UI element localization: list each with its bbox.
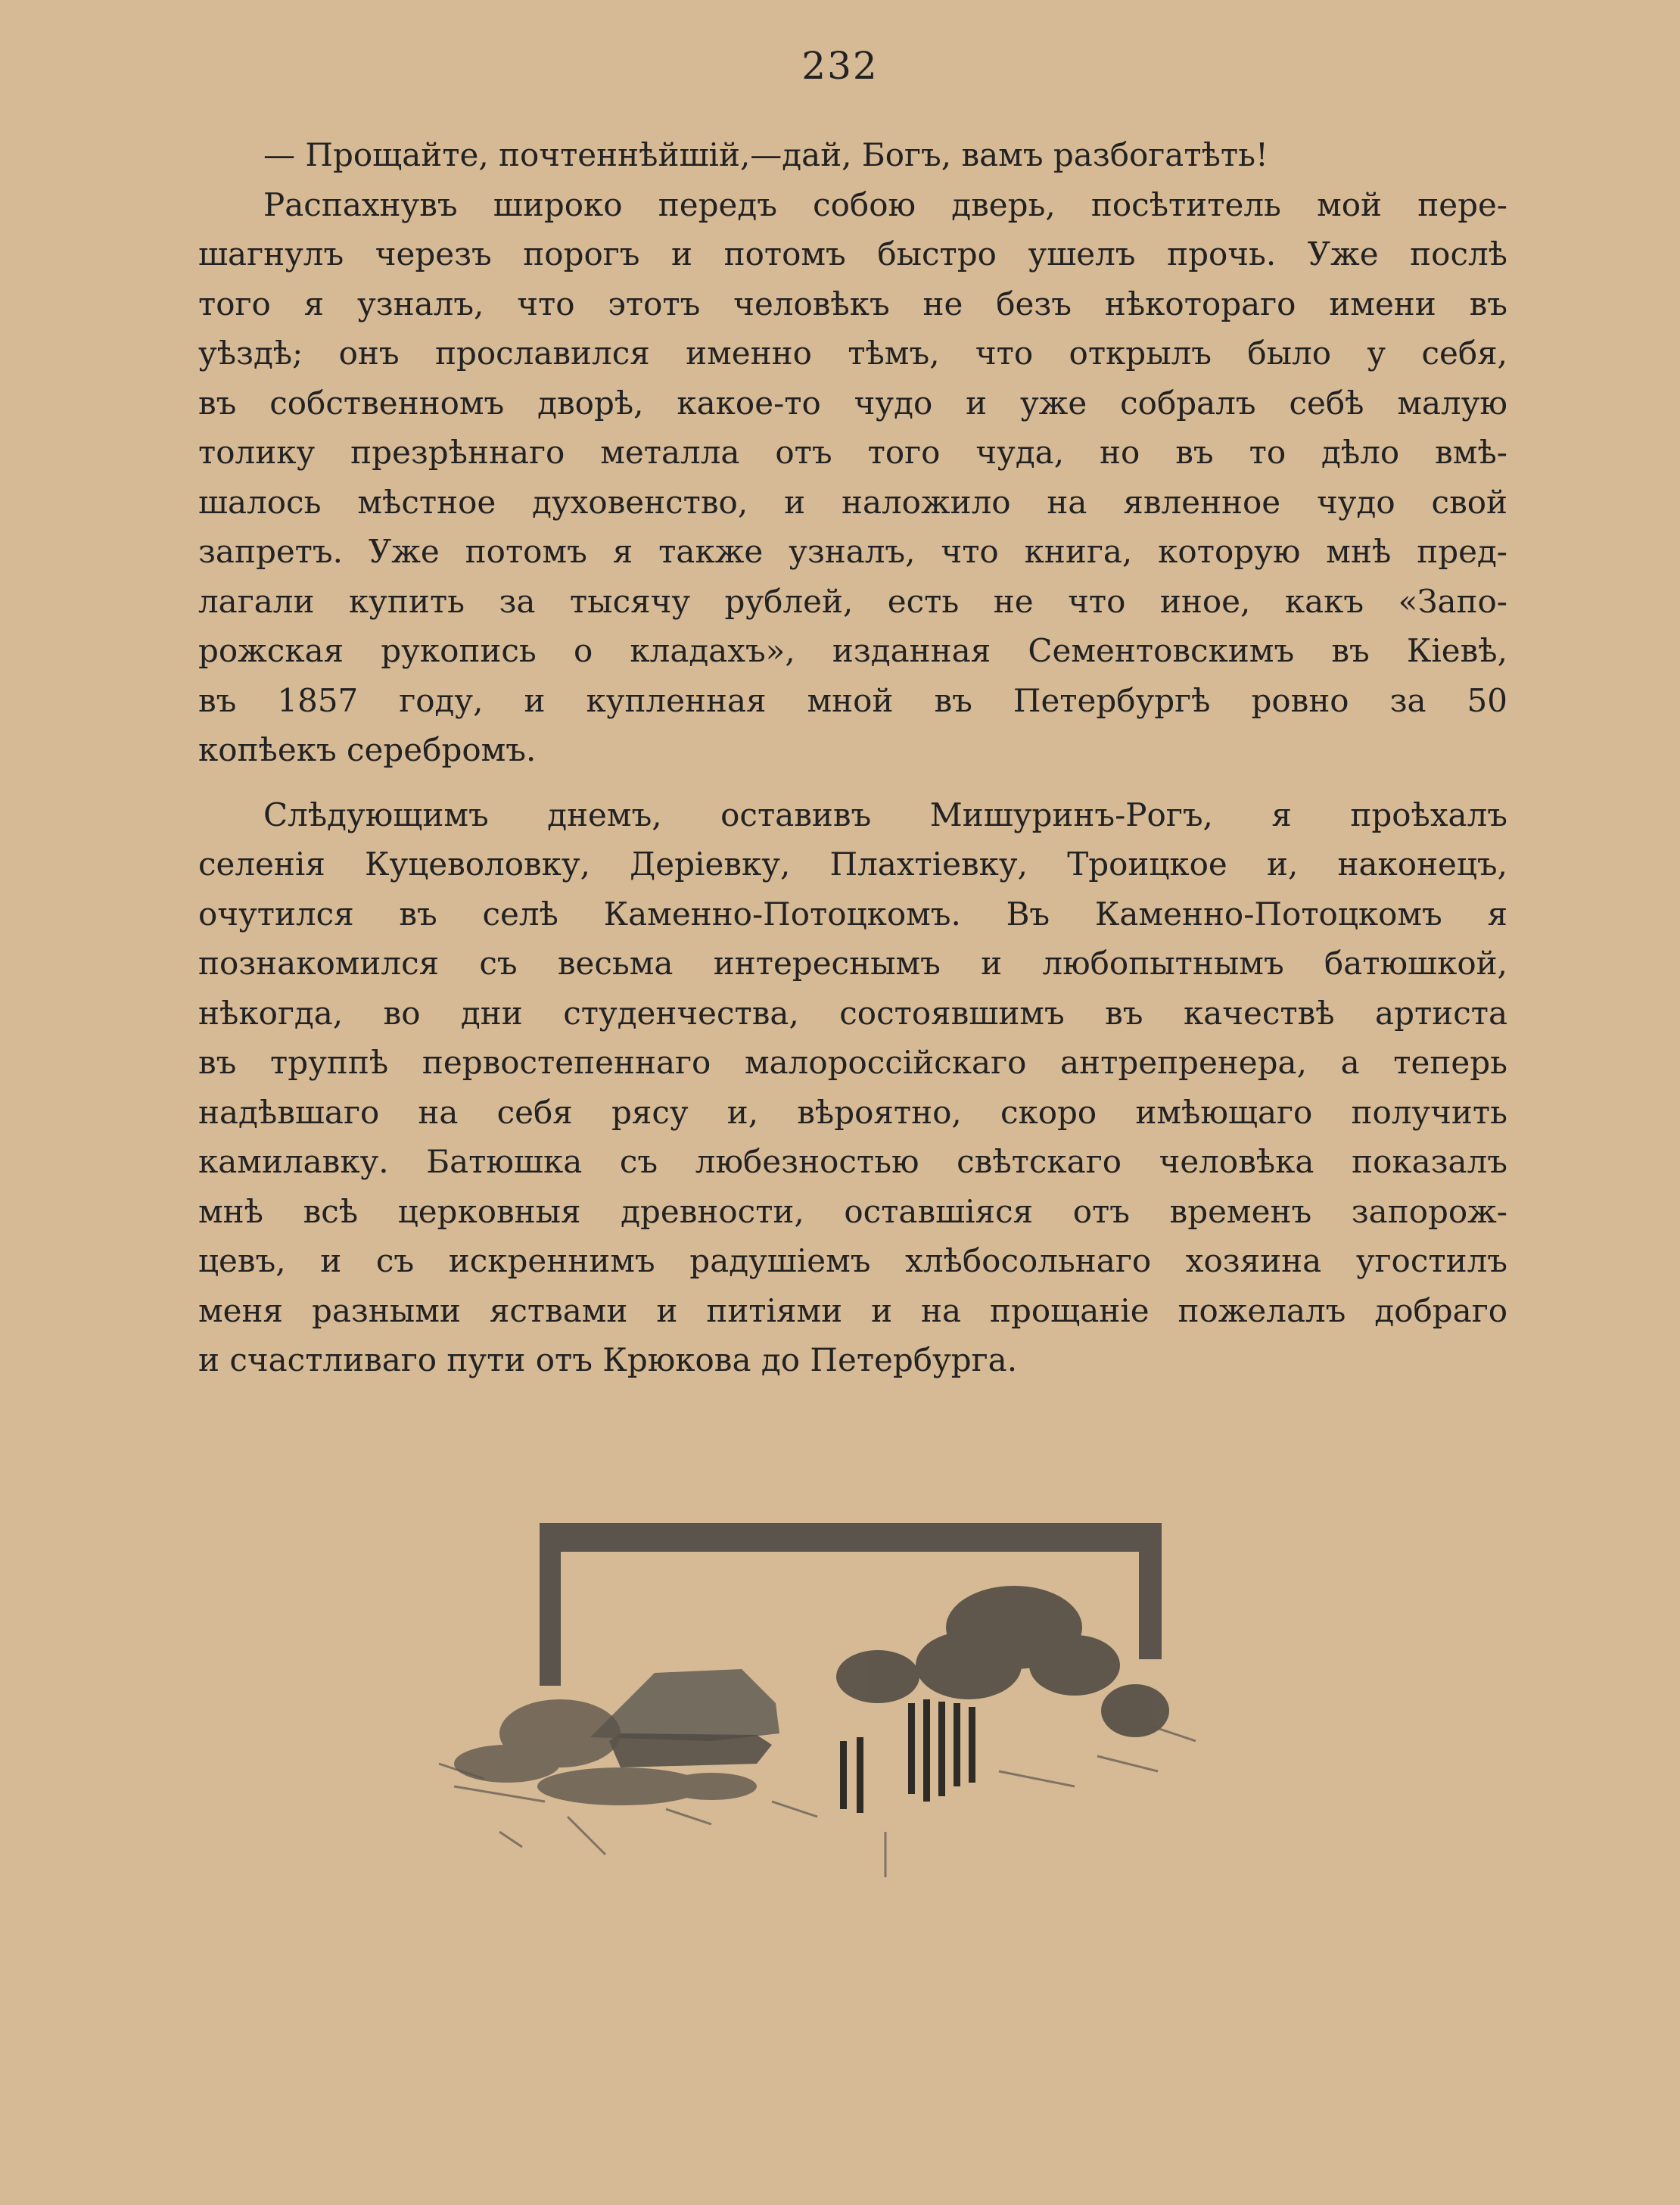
text-line: надѣвшаго на себя рясу и, вѣроятно, скоро имѣющаго получить [198, 1093, 1507, 1131]
text-line: и счастливаго пути отъ Крюкова до Петербурга. [198, 1341, 1018, 1378]
text-line: очутился въ селѣ Каменно-Потоцкомъ. Въ Каменно-Потоцкомъ я [198, 895, 1507, 933]
text-line: — Прощайте, почтеннѣйшій,—дай, Богъ, вамъ разбогатѣть! [263, 136, 1268, 173]
text-line: запретъ. Уже потомъ я также узналъ, что книга, которую мнѣ пред- [198, 533, 1507, 570]
body-text [198, 130, 1507, 1385]
text-line: камилавку. Батюшка съ любезностью свѣтскаго человѣка показалъ [198, 1143, 1507, 1180]
page-number: 232 [801, 44, 879, 88]
text-line: шалось мѣстное духовенство, и наложило на явленное чудо свой [198, 483, 1507, 521]
text-line: лагали купить за тысячу рублей, есть не что иное, какъ «Запо- [198, 582, 1507, 620]
text-line: рожская рукопись о кладахъ», изданная Сементовскимъ въ Кіевѣ, [198, 632, 1507, 669]
paragraph-journey [198, 790, 1507, 1385]
text-line: меня разными яствами и питіями и на прощаніе пожелалъ добраго [198, 1291, 1507, 1329]
text-line: шагнулъ черезъ порогъ и потомъ быстро ушелъ прочь. Уже послѣ [198, 235, 1507, 273]
text-line: толику презрѣннаго металла отъ того чуда, но въ то дѣло вмѣ- [198, 434, 1507, 471]
text-line: познакомился съ весьма интереснымъ и любопытнымъ батюшкой, [198, 945, 1507, 982]
text-line: того я узналъ, что этотъ человѣкъ не безъ нѣкотораго имени въ [198, 285, 1507, 322]
text-line: въ труппѣ первостепеннаго малороссійскаго антрепренера, а теперь [198, 1044, 1507, 1081]
text-line: селенія Куцеволовку, Деріевку, Плахтіевку, Троицкое и, наконецъ, [198, 846, 1507, 883]
text-line: Распахнувъ широко передъ собою дверь, посѣтитель мой пере- [263, 185, 1507, 223]
text-line: цевъ, и съ искреннимъ радушіемъ хлѣбосольнаго хозяина угостилъ [198, 1242, 1507, 1279]
paragraph-farewell [198, 130, 1507, 180]
paragraph-visitor [198, 180, 1507, 775]
text-line: въ 1857 году, и купленная мной въ Петербургѣ ровно за 50 [198, 681, 1507, 719]
text-line: мнѣ всѣ церковныя древности, оставшіяся отъ временъ запорож- [198, 1192, 1507, 1230]
text-line: уѣздѣ; онъ прославился именно тѣмъ, что открылъ было у себя, [198, 335, 1507, 372]
text-line: въ собственномъ дворѣ, какое-то чудо и уже собралъ себѣ малую [198, 384, 1507, 422]
text-line: копѣекъ серебромъ. [198, 731, 537, 768]
landscape-vignette-illustration [394, 1514, 1302, 1915]
text-line: нѣкогда, во дни студенчества, состоявшимъ въ качествѣ артиста [198, 994, 1507, 1032]
text-line: Слѣдующимъ днемъ, оставивъ Мишуринъ-Рогъ, я проѣхалъ [263, 796, 1507, 833]
